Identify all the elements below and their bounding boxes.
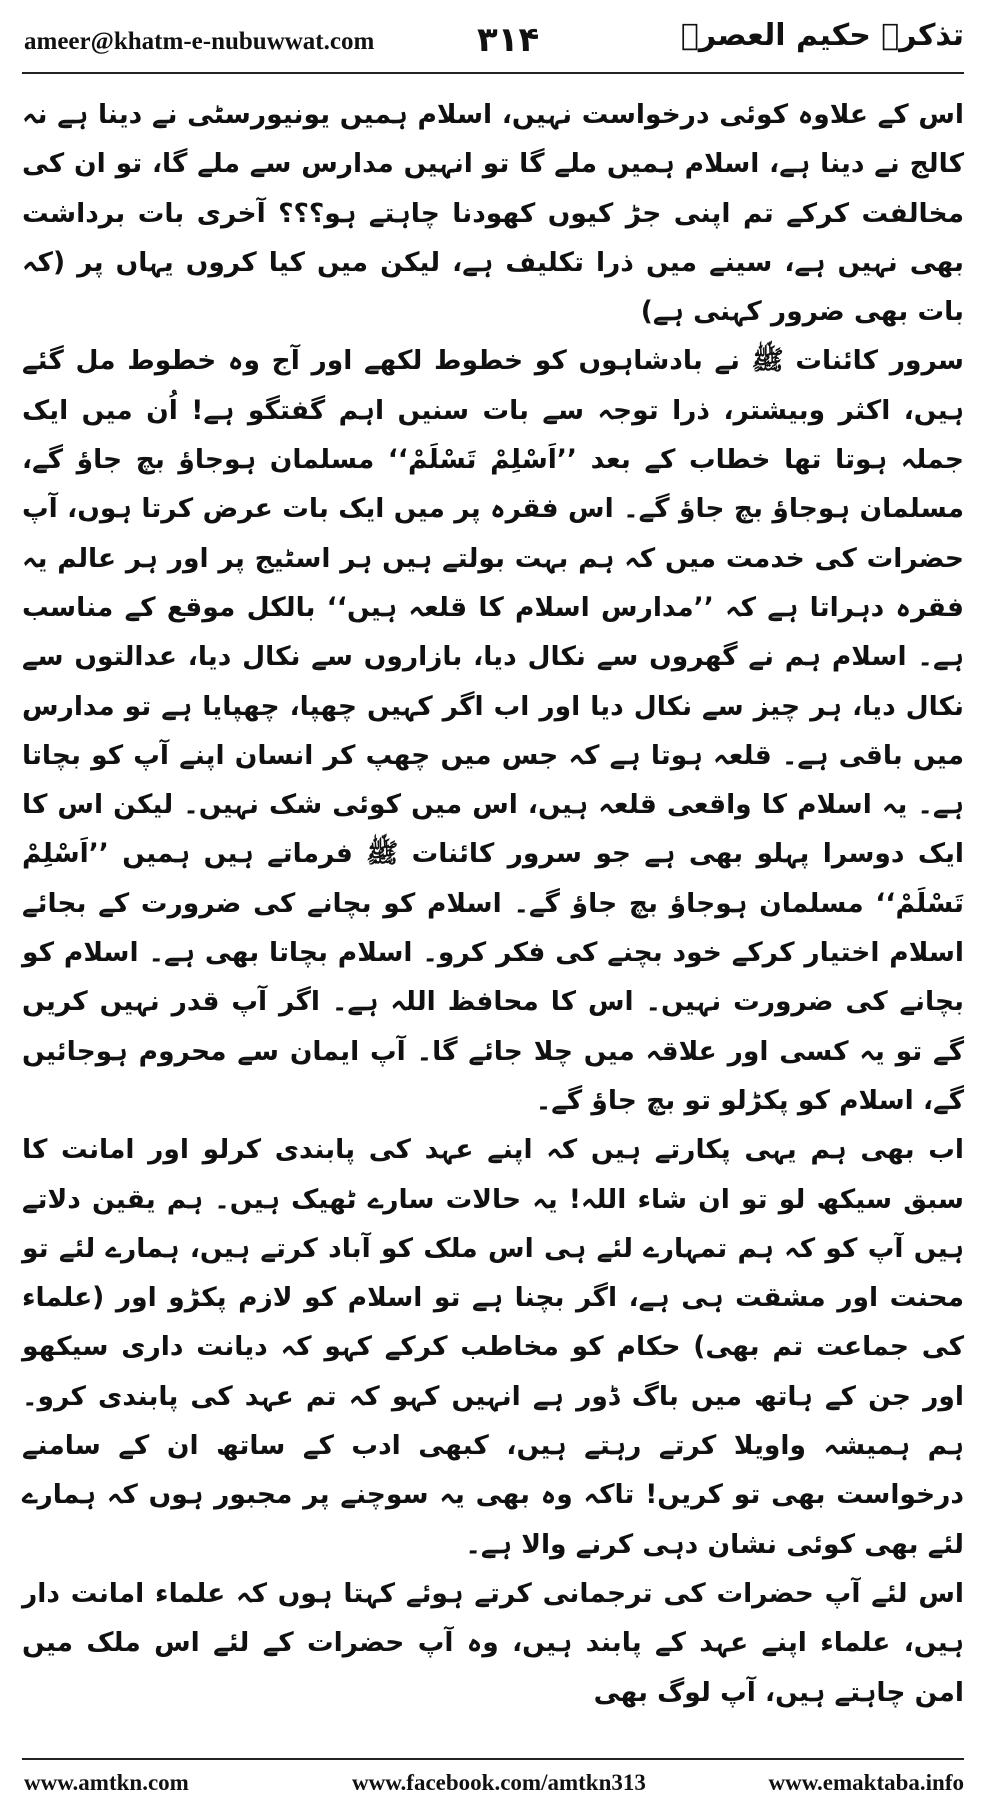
footer-link-amtkn[interactable]: www.amtkn.com xyxy=(24,1770,189,1795)
paragraph-3: اب بھی ہم یہی پکارتے ہیں کہ اپنے عہد کی پابندی کرلو اور امانت کا سبق سیکھ لو تو ان شاء اللہ! یہ حالات سارے ٹھیک ہیں۔ ہم یقین دلاتے ہیں آپ کو کہ ہم تمہارے لئے ہی اس ملک کو آباد کرتے ہیں، ہمارے لئے تو محنت اور مشقت ہی ہے، اگر بچنا ہے تو اسلام کو لازم پکڑو اور (علماء کی جماعت تم بھی) حکام کو مخاطب کرکے کہو کہ دیانت داری سیکھو اور جن کے ہاتھ میں باگ ڈور ہے انہیں کہو کہ تم عہد کی پابندی کرو۔ ہم ہمیشہ واویلا کرتے رہتے ہیں، کبھی ادب کے ساتھ ان کے سامنے درخواست بھی تو کریں! تاکہ وہ بھی یہ سوچنے پر مجبور ہوں کہ ہمارے لئے بھی کوئی نشان دہی کرنے والا ہے۔ xyxy=(22,1134,964,1560)
footer-link-facebook[interactable]: www.facebook.com/amtkn313 xyxy=(352,1770,646,1795)
page-number: ۳۱۴ xyxy=(477,20,540,60)
page-header xyxy=(22,14,964,74)
paragraph-4: اس لئے آپ حضرات کی ترجمانی کرتے ہوئے کہتا ہوں کہ علماء امانت دار ہیں، علماء اپنے عہد کے پابند ہیں، وہ آپ حضرات کے لئے اس ملک میں امن چاہتے ہیں، آپ لوگ بھی xyxy=(22,1577,964,1708)
book-title: تذکرہ حکیم العصرؒ xyxy=(680,18,964,53)
page-body xyxy=(22,90,964,1717)
paragraph-2: سرور کائنات ﷺ نے بادشاہوں کو خطوط لکھے اور آج وہ خطوط مل گئے ہیں، اکثر وبیشتر، ذرا توجہ سے بات سنیں اہم گفتگو ہے! اُن میں ایک جملہ ہوتا تھا خطاب کے بعد ’’اَسْلِمْ تَسْلَمْ‘‘ مسلمان ہوجاؤ بچ جاؤ گے، مسلمان ہوجاؤ بچ جاؤ گے۔ اس فقرہ پر میں ایک بات عرض کرتا ہوں، آپ حضرات کی خدمت میں کہ ہم بہت بولتے ہیں ہر اسٹیج پر اور ہر عالم یہ فقرہ دہراتا ہے کہ ’’مدارس اسلام کا قلعہ ہیں‘‘ بالکل موقع کے مناسب ہے۔ اسلام ہم نے گھروں سے نکال دیا، بازاروں سے نکال دیا، عدالتوں سے نکال دیا، ہر چیز سے نکال دیا اور اب اگر کہیں چھپا، چھپایا ہے تو مدارس میں باقی ہے۔ قلعہ ہوتا ہے کہ جس میں چھپ کر انسان اپنے آپ کو بچاتا ہے۔ یہ اسلام کا واقعی قلعہ ہیں، اس میں کوئی شک نہیں۔ لیکن اس کا ایک دوسرا پہلو بھی ہے جو سرور کائنات ﷺ فرماتے ہیں ہمیں ’’اَسْلِمْ تَسْلَمْ‘‘ مسلمان ہوجاؤ بچ جاؤ گے۔ اسلام کو بچانے کی ضرورت کے بجائے اسلام اختیار کرکے خود بچنے کی فکر کرو۔ اسلام بچاتا بھی ہے۔ اسلام کو بچانے کی ضرورت نہیں۔ اس کا محافظ اللہ ہے۔ اگر آپ قدر نہیں کریں گے تو یہ کسی اور علاقہ میں چلا جائے گا۔ آپ ایمان سے محروم ہوجائیں گے، اسلام کو پکڑلو تو بچ جاؤ گے۔ xyxy=(22,345,964,1116)
footer-link-emaktaba[interactable]: www.emaktaba.info xyxy=(768,1770,964,1795)
paragraph-1: اس کے علاوہ کوئی درخواست نہیں، اسلام ہمیں یونیورسٹی نے دینا ہے نہ کالج نے دینا ہے، اسلام ہمیں ملے گا تو انہیں مدارس سے ملے گا، تو ان کی مخالفت کرکے تم اپنی جڑ کیوں کھودنا چاہتے ہو؟؟؟ آخری بات برداشت بھی نہیں ہے، سینے میں ذرا تکلیف ہے، لیکن میں کیا کروں یہاں پر (کہ بات بھی ضرور کہنی ہے) xyxy=(22,99,964,328)
page-footer xyxy=(22,1758,964,1800)
header-email: ameer@khatm-e-nubuwwat.com xyxy=(24,28,375,55)
